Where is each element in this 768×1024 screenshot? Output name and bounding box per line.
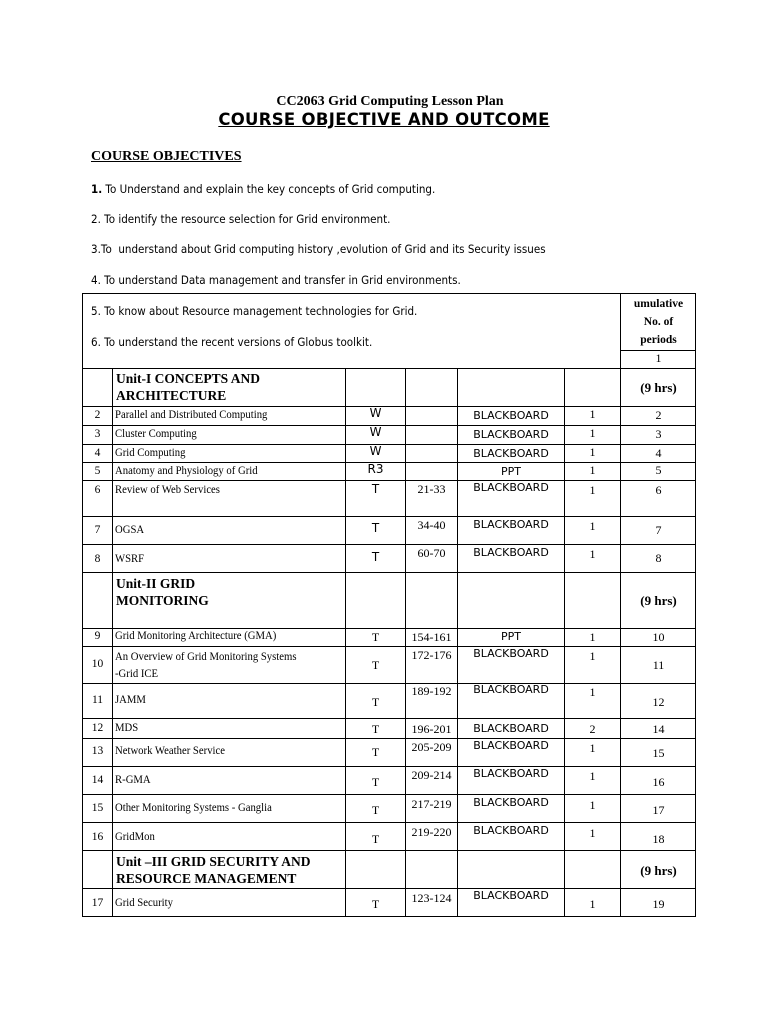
row-number: 13 xyxy=(91,745,104,757)
reference-cell: T xyxy=(371,550,380,564)
mode-cell: BLACKBOARD xyxy=(473,739,549,752)
cumulative-cell: 15 xyxy=(652,746,665,760)
row-number: 2 xyxy=(94,409,101,421)
row-number: 14 xyxy=(91,774,104,786)
periods-cell: 1 xyxy=(589,798,596,812)
periods-cell: 1 xyxy=(589,897,596,911)
unit-hours: (9 hrs) xyxy=(640,380,677,395)
reference-cell: T xyxy=(371,658,380,672)
row-number: 8 xyxy=(94,553,101,565)
topic-cell: Grid Security xyxy=(115,897,173,909)
periods-cell: 1 xyxy=(589,741,596,755)
topic-cell: GridMon xyxy=(115,831,155,843)
reference-cell: T xyxy=(371,482,380,496)
reference-cell: W xyxy=(369,444,382,458)
cumulative-cell: 14 xyxy=(652,722,665,736)
objective-item: 1. To Understand and explain the key concepts of Grid computing. xyxy=(91,182,436,196)
pages-cell: 123-124 xyxy=(411,891,452,905)
row-number: 3 xyxy=(94,428,101,440)
periods-cell: 1 xyxy=(589,769,596,783)
cumulative-cell: 4 xyxy=(655,446,662,460)
topic-cell: An Overview of Grid Monitoring Systems -Grid ICE xyxy=(115,651,297,680)
row-number: 15 xyxy=(91,802,104,814)
reference-cell: T xyxy=(371,630,380,644)
periods-cell: 2 xyxy=(589,722,596,736)
cumulative-cell: 11 xyxy=(652,658,665,672)
cumulative-cell: 16 xyxy=(652,775,665,789)
periods-cell: 1 xyxy=(589,685,596,699)
mode-cell: BLACKBOARD xyxy=(473,889,549,902)
row-number: 4 xyxy=(94,447,101,459)
reference-cell: T xyxy=(371,722,380,736)
pages-cell: 205-209 xyxy=(411,740,452,754)
reference-cell: T xyxy=(371,521,380,535)
reference-cell: T xyxy=(371,745,380,759)
row-number: 17 xyxy=(91,897,104,909)
page-title: COURSE OBJECTIVE AND OUTCOME xyxy=(218,110,550,129)
cumulative-cell: 2 xyxy=(655,408,662,422)
objective-item: 4. To understand Data management and transfer in Grid environments. xyxy=(91,273,461,287)
mode-cell: BLACKBOARD xyxy=(473,647,549,660)
topic-cell: WSRF xyxy=(115,553,145,565)
periods-cell: 1 xyxy=(589,649,596,663)
periods-cell: 1 xyxy=(589,483,596,497)
pages-cell: 217-219 xyxy=(411,797,452,811)
topic-cell: Network Weather Service xyxy=(115,745,226,757)
mode-cell: BLACKBOARD xyxy=(473,683,549,696)
row-number: 5 xyxy=(94,465,101,477)
pages-cell: 172-176 xyxy=(411,648,452,662)
cumulative-cell: 6 xyxy=(655,483,662,497)
topic-cell: R-GMA xyxy=(115,774,151,786)
periods-cell: 1 xyxy=(589,630,596,644)
cumulative-cell: 12 xyxy=(652,695,665,709)
topic-cell: Anatomy and Physiology of Grid xyxy=(115,465,258,477)
objective-item: 2. To identify the resource selection for Grid environment. xyxy=(91,212,391,226)
mode-cell: BLACKBOARD xyxy=(473,546,549,559)
periods-cell: 1 xyxy=(589,826,596,840)
cumulative-cell: 19 xyxy=(652,897,665,911)
unit-title: Unit-II GRID MONITORING xyxy=(116,576,209,608)
reference-cell: W xyxy=(369,425,382,439)
topic-cell: JAMM xyxy=(115,694,146,706)
pages-cell: 209-214 xyxy=(411,768,452,782)
cumulative-value: 1 xyxy=(655,351,662,365)
pages-cell: 189-192 xyxy=(411,684,452,698)
topic-cell: Grid Computing xyxy=(115,447,186,459)
mode-cell: PPT xyxy=(501,465,521,478)
row-number: 11 xyxy=(91,694,104,706)
objective-item: 5. To know about Resource management technologies for Grid. xyxy=(91,304,418,318)
row-number: 7 xyxy=(94,524,101,536)
pages-cell: 196-201 xyxy=(411,722,452,736)
reference-cell: R3 xyxy=(367,462,384,476)
cumulative-cell: 5 xyxy=(655,463,662,477)
pages-cell: 154-161 xyxy=(411,630,452,644)
reference-cell: T xyxy=(371,695,380,709)
topic-cell: Review of Web Services xyxy=(115,484,220,496)
unit-hours: (9 hrs) xyxy=(640,593,677,608)
reference-cell: T xyxy=(371,803,380,817)
periods-cell: 1 xyxy=(589,407,596,421)
topic-cell: MDS xyxy=(115,722,139,734)
pages-cell: 34-40 xyxy=(417,518,446,532)
row-number: 10 xyxy=(91,658,104,670)
row-number: 16 xyxy=(91,831,104,843)
mode-cell: BLACKBOARD xyxy=(473,796,549,809)
reference-cell: W xyxy=(369,406,382,420)
mode-cell: BLACKBOARD xyxy=(473,481,549,494)
pages-cell: 21-33 xyxy=(417,482,446,496)
mode-cell: BLACKBOARD xyxy=(473,722,549,735)
cumulative-cell: 17 xyxy=(652,803,665,817)
mode-cell: PPT xyxy=(501,630,521,643)
topic-cell: OGSA xyxy=(115,524,145,536)
periods-cell: 1 xyxy=(589,445,596,459)
reference-cell: T xyxy=(371,897,380,911)
unit-hours: (9 hrs) xyxy=(640,863,677,878)
cumulative-cell: 7 xyxy=(655,523,662,537)
objective-item: 6. To understand the recent versions of Globus toolkit. xyxy=(91,335,373,349)
cumulative-cell: 10 xyxy=(652,630,665,644)
mode-cell: BLACKBOARD xyxy=(473,767,549,780)
course-objectives-heading: COURSE OBJECTIVES xyxy=(91,149,242,164)
reference-cell: T xyxy=(371,832,380,846)
unit-title: Unit –III GRID SECURITY AND RESOURCE MANAGEMENT xyxy=(116,854,311,886)
periods-cell: 1 xyxy=(589,426,596,440)
row-number: 12 xyxy=(91,722,104,734)
row-number: 6 xyxy=(94,484,101,496)
periods-cell: 1 xyxy=(589,519,596,533)
mode-cell: BLACKBOARD xyxy=(473,824,549,837)
lesson-plan-title: CC2063 Grid Computing Lesson Plan xyxy=(276,94,504,109)
unit-title: Unit-I CONCEPTS AND ARCHITECTURE xyxy=(116,371,261,403)
cumulative-cell: 8 xyxy=(655,551,662,565)
topic-cell: Other Monitoring Systems - Ganglia xyxy=(115,802,272,814)
pages-cell: 60-70 xyxy=(417,546,446,560)
topic-cell: Cluster Computing xyxy=(115,428,197,440)
topic-cell: Parallel and Distributed Computing xyxy=(115,409,268,421)
reference-cell: T xyxy=(371,775,380,789)
periods-cell: 1 xyxy=(589,463,596,477)
topic-cell: Grid Monitoring Architecture (GMA) xyxy=(115,630,277,642)
mode-cell: BLACKBOARD xyxy=(473,409,549,422)
row-number: 9 xyxy=(94,630,101,642)
pages-cell: 219-220 xyxy=(411,825,452,839)
cumulative-header: umulative No. of periods xyxy=(633,298,684,346)
objective-item: 3.To understand about Grid computing history ,evolution of Grid and its Security issues xyxy=(91,242,546,256)
mode-cell: BLACKBOARD xyxy=(473,447,549,460)
mode-cell: BLACKBOARD xyxy=(473,428,549,441)
cumulative-cell: 3 xyxy=(655,427,662,441)
periods-cell: 1 xyxy=(589,547,596,561)
cumulative-cell: 18 xyxy=(652,832,665,846)
mode-cell: BLACKBOARD xyxy=(473,518,549,531)
